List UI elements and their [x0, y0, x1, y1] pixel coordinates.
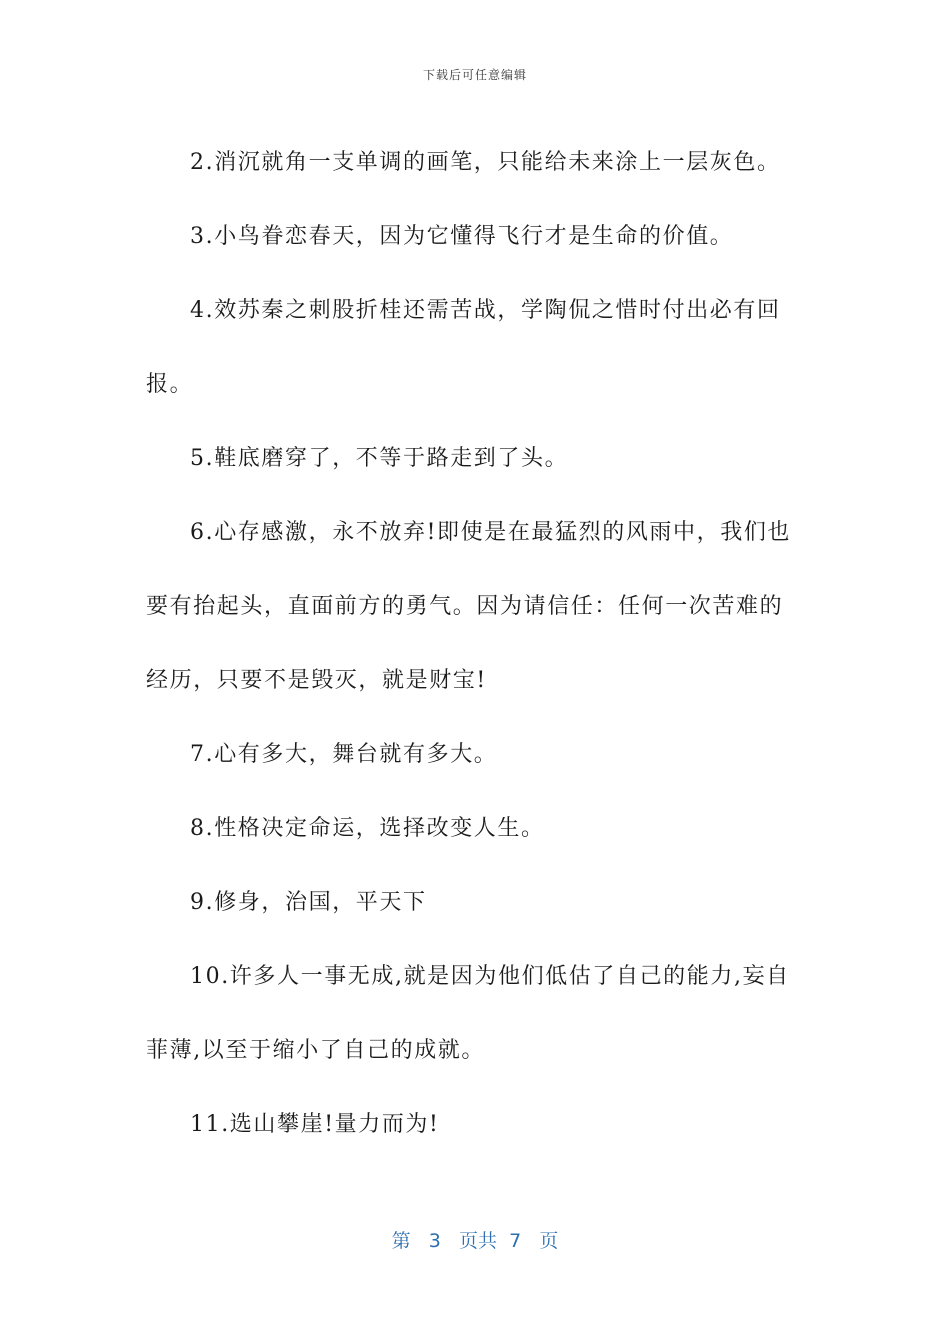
paragraph-2: 2.消沉就角一支单调的画笔，只能给未来涂上一层灰色。: [190, 150, 781, 175]
paragraph-9: 9.修身，治国，平天下: [190, 890, 427, 915]
paragraph-3: 3.小鸟眷恋春天，因为它懂得飞行才是生命的价值。: [190, 224, 734, 249]
header-note: 下载后可任意编辑: [422, 68, 527, 82]
footer-total-pages: 7: [509, 1230, 522, 1252]
page-footer: [0, 1226, 950, 1253]
paragraph-6: 6.心存感激，永不放弃!即使是在最猛烈的风雨中，我们也要有抬起头，直面前方的勇气。因为请信任：任何一次苦难的经历，只要不是毁灭，就是财宝!: [146, 520, 792, 693]
footer-middle: 页共: [459, 1230, 498, 1252]
paragraph-5: 5.鞋底磨穿了，不等于路走到了头。: [190, 446, 569, 471]
paragraph-7: 7.心有多大，舞台就有多大。: [190, 742, 498, 767]
footer-current-page: 3: [428, 1230, 441, 1252]
paragraph-10: 10.许多人一事无成,就是因为他们低估了自己的能力,妄自菲薄,以至于缩小了自己的成就。: [146, 964, 790, 1063]
paragraph-8: 8.性格决定命运，选择改变人生。: [190, 816, 545, 841]
paragraph-4: 4.效苏秦之刺股折桂还需苦战，学陶侃之惜时付出必有回报。: [146, 298, 781, 397]
document-body: [146, 126, 806, 1162]
paragraph-11: 11.选山攀崖!量力而为!: [190, 1112, 440, 1137]
footer-prefix: 第: [391, 1230, 411, 1252]
footer-suffix: 页: [539, 1230, 559, 1252]
